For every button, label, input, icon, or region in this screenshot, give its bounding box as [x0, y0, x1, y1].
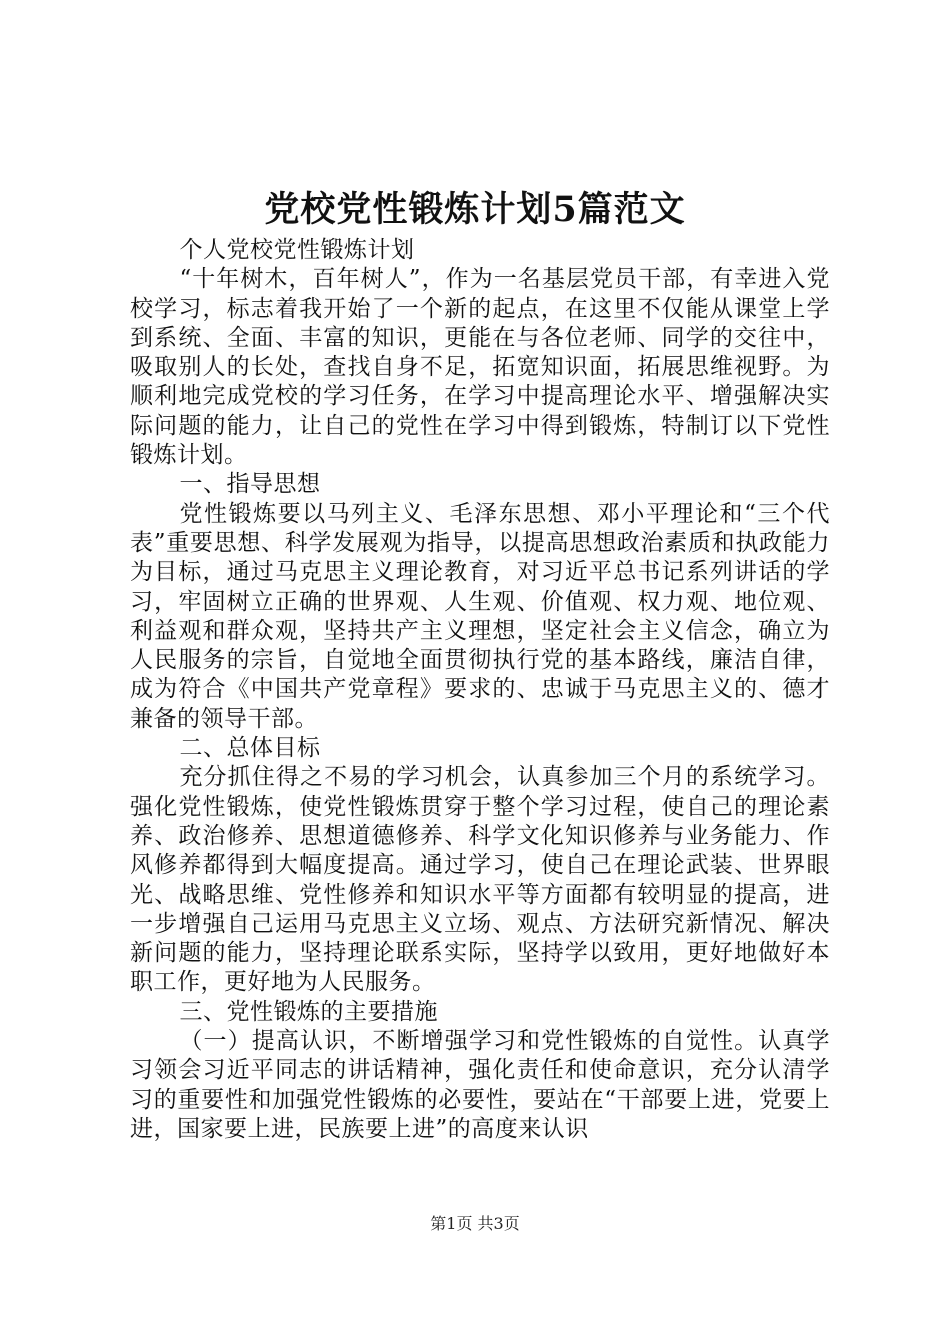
section-heading-overall-goal: 二、总体目标 — [179, 735, 321, 762]
overall-goal-paragraph: 充分抓住得之不易的学习机会，认真参加三个月的系统学习。强化党性锻炼，使党性锻炼贯穿于整个学习过程，使自己的理论素养、政治修养、思想道德修养、科学文化知识修养与业务能力、作风修养都得到大幅度提高。通过学习，使自己在理论武装、世界眼光、战略思维、党性修养和知识水平等方面都有较明显的提高，进一步增强自己运用马克思主义立场、观点、方法研究新情况、解决新问题的能力，坚持理论联系实际，坚持学以致用，更好地做好本职工作，更好地为人民服务。 — [130, 764, 830, 996]
document-title: 党校党性锻炼计划5篇范文 — [264, 189, 686, 230]
section-heading-main-measures: 三、党性锻炼的主要措施 — [179, 998, 438, 1025]
subtitle-paragraph: 个人党校党性锻炼计划 — [179, 237, 415, 263]
document-body — [130, 236, 830, 1144]
guiding-thought-paragraph: 党性锻炼要以马列主义、毛泽东思想、邓小平理论和“三个代表”重要思想、科学发展观为指导，以提高思想政治素质和执政能力为目标，通过马克思主义理论教育，对习近平总书记系列讲话的学习，牢固树立正确的世界观、人生观、价值观、权力观、地位观、利益观和群众观，坚持共产主义理想，坚定社会主义信念，确立为人民服务的宗旨，自觉地全面贯彻执行党的基本路线，廉洁自律，成为符合《中国共产党章程》要求的、忠诚于马克思主义的、德才兼备的领导干部。 — [130, 500, 830, 732]
intro-paragraph: “十年树木，百年树人”，作为一名基层党员干部，有幸进入党校学习，标志着我开始了一个新的起点，在这里不仅能从课堂上学到系统、全面、丰富的知识，更能在与各位老师、同学的交往中，吸取别人的长处，查找自身不足，拓宽知识面，拓展思维视野。为顺利地完成党校的学习任务，在学习中提高理论水平、增强解决实际问题的能力，让自己的党性在学习中得到锻炼，特制订以下党性锻炼计划。 — [130, 266, 830, 469]
page-footer: 第1页 共3页 — [430, 1214, 520, 1233]
main-measures-paragraph: （一）提高认识，不断增强学习和党性锻炼的自觉性。认真学习领会习近平同志的讲话精神，强化责任和使命意识，充分认清学习的重要性和加强党性锻炼的必要性，要站在“干部要上进，党要上进，国家要上进，民族要上进”的高度来认识 — [130, 1028, 830, 1142]
section-heading-guiding-thought: 一、指导思想 — [179, 471, 321, 498]
